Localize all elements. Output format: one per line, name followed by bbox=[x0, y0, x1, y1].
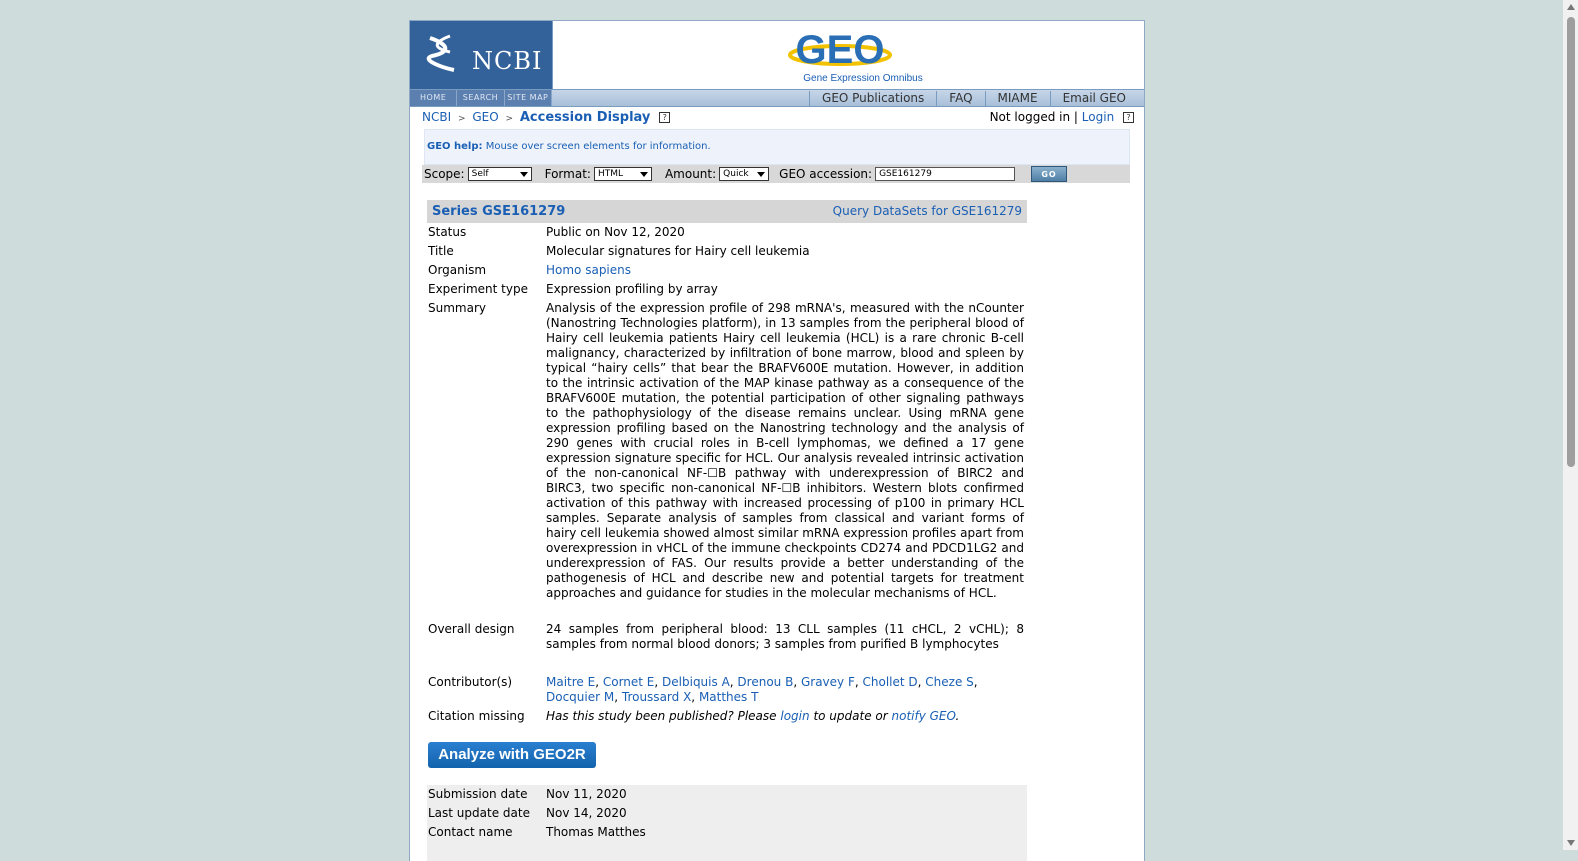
overall-design-text: 24 samples from peripheral blood: 13 CLL samples (11 cHCL, 2 vCHL); 8 samples from normal blood donors; 3 samples from purified B lymphocytes bbox=[546, 622, 1024, 651]
login-separator: | bbox=[1073, 110, 1078, 124]
contributor-separator: , bbox=[729, 675, 738, 689]
last-update-label: Last update date bbox=[428, 806, 530, 820]
contact-name-label: Contact name bbox=[428, 825, 513, 839]
summary-text: Analysis of the expression profile of 298 mRNA's, measured with the nCounter (Nanostring Technologies platform), in 13 samples from the peripheral blood of Hairy cell leukemia patients Hairy cell leukemia (HCL) is a rare chronic B-cell malignancy, characterized by infiltration of bone marrow, blood and spleen by typical “hairy cells” that bear the BRAFV600E mutation. However, in addition to the intrinsic activation of the MAP kinase pathway as a consequence of the BRAFV600E mutation, the potential participation of other signaling pathways to the pathophysiology of the disease remains unclear. Using mRNA gene expression profiling based on the Nanostring technology and the analysis of 290 genes with crucial roles in B-cell lymphomas, we defined a 17 gene expression signature specific for HCL. Our analysis revealed intrinsic activation of the non-canonical NF-☐B pathway with underexpression of BIRC2 and BIRC3, two specific non-canonical NF-☐B inhibitors. Western blots confirmed activation of this pathway with increased processing of p100 in primary HCL samples. Separate analysis of samples from classical and variant forms of hairy cell leukemia showed almost similar mRNA expression profiles apart from overexpression in vHCL of the immune checkpoints CD274 and PDCD1LG2 and underexpression of FAS. Our results provide a better understanding of the pathogenesis of HCL and describe new and potential targets for treatment approaches and guidance for studies in the molecular mechanisms of HCL. bbox=[546, 301, 1024, 600]
submission-date-label: Submission date bbox=[428, 787, 528, 801]
status-label: Status bbox=[428, 225, 467, 239]
scope-label: Scope: bbox=[424, 167, 465, 181]
contributor-separator: , bbox=[917, 675, 926, 689]
citation-login-link[interactable]: login bbox=[780, 709, 810, 723]
contributors-list bbox=[546, 675, 1024, 705]
contributor-separator: , bbox=[973, 675, 978, 689]
geo-subtitle: Gene Expression Omnibus bbox=[803, 73, 923, 84]
contributor-link[interactable]: Drenou B bbox=[737, 675, 794, 689]
geo-nav bbox=[809, 90, 1138, 106]
nav-email-geo[interactable]: Email GEO bbox=[1050, 91, 1138, 106]
summary-label: Summary bbox=[428, 301, 486, 315]
geo-banner bbox=[553, 21, 1144, 89]
breadcrumb-ncbi[interactable]: NCBI bbox=[422, 110, 452, 124]
breadcrumb bbox=[422, 110, 670, 125]
contributor-link[interactable]: Matthes T bbox=[698, 690, 759, 704]
contributor-link[interactable]: Chollet D bbox=[862, 675, 918, 689]
vertical-scrollbar[interactable] bbox=[1563, 0, 1578, 850]
top-navbar bbox=[410, 89, 1144, 107]
submission-date-value: Nov 11, 2020 bbox=[546, 787, 627, 801]
dna-helix-icon bbox=[424, 34, 460, 74]
nav-home[interactable]: HOME bbox=[410, 90, 457, 106]
scrollbar-thumb[interactable] bbox=[1567, 17, 1575, 467]
scroll-down-arrow-icon[interactable] bbox=[1567, 840, 1575, 846]
geo-help-box bbox=[424, 129, 1130, 165]
nav-site-map[interactable]: SITE MAP bbox=[505, 90, 552, 106]
geo-help-label: GEO help: bbox=[427, 141, 483, 152]
accession-label: GEO accession: bbox=[779, 167, 873, 181]
accession-input[interactable]: GSE161279 bbox=[875, 167, 1015, 181]
notify-geo-link[interactable]: notify GEO bbox=[891, 709, 956, 723]
contributor-link[interactable]: Cornet E bbox=[602, 675, 655, 689]
accession-toolbar bbox=[422, 165, 1130, 183]
ncbi-nav bbox=[410, 90, 552, 106]
breadcrumb-separator: > bbox=[505, 114, 514, 124]
title-label: Title bbox=[428, 244, 454, 258]
contributor-link[interactable]: Gravey F bbox=[800, 675, 855, 689]
organism-link[interactable]: Homo sapiens bbox=[546, 263, 632, 277]
login-area bbox=[990, 110, 1134, 124]
citation-label: Citation missing bbox=[428, 709, 525, 723]
experiment-type-label: Experiment type bbox=[428, 282, 528, 296]
contributor-separator: , bbox=[691, 690, 699, 704]
organism-label: Organism bbox=[428, 263, 487, 277]
contributor-link[interactable]: Maitre E bbox=[546, 675, 596, 689]
format-label: Format: bbox=[544, 167, 591, 181]
breadcrumb-separator: > bbox=[457, 114, 466, 124]
scope-select[interactable]: Self bbox=[468, 167, 532, 181]
series-title: Series GSE161279 bbox=[432, 204, 566, 219]
series-header bbox=[427, 200, 1027, 223]
amount-select[interactable]: Quick bbox=[719, 167, 769, 181]
ncbi-logo-text: NCBI bbox=[472, 47, 543, 75]
contributor-separator: , bbox=[793, 675, 801, 689]
analyze-geo2r-button[interactable]: Analyze with GEO2R bbox=[428, 742, 596, 768]
last-update-value: Nov 14, 2020 bbox=[546, 806, 627, 820]
title-value: Molecular signatures for Hairy cell leukemia bbox=[546, 244, 810, 258]
geo-logo[interactable] bbox=[785, 25, 895, 75]
overall-design-label: Overall design bbox=[428, 622, 515, 636]
amount-label: Amount: bbox=[664, 167, 717, 181]
contact-name-value: Thomas Matthes bbox=[546, 825, 646, 839]
contributor-link[interactable]: Docquier M bbox=[546, 690, 615, 704]
login-link[interactable]: Login bbox=[1081, 110, 1115, 124]
contributors-label: Contributor(s) bbox=[428, 675, 513, 689]
contributor-separator: , bbox=[654, 675, 663, 689]
help-icon[interactable]: ? bbox=[1123, 112, 1134, 123]
citation-prefix: Has this study been published? Please bbox=[546, 709, 777, 723]
login-status: Not logged in bbox=[989, 110, 1071, 124]
format-select[interactable]: HTML bbox=[594, 167, 652, 181]
query-datasets-link[interactable]: Query DataSets for GSE161279 bbox=[832, 204, 1022, 218]
contributor-link[interactable]: Troussard X bbox=[621, 690, 692, 704]
scroll-up-arrow-icon[interactable] bbox=[1567, 4, 1575, 10]
geo-help-message: Mouse over screen elements for information. bbox=[485, 141, 711, 152]
citation-end: . bbox=[955, 709, 960, 723]
citation-mid: to update or bbox=[813, 709, 888, 723]
contributor-link[interactable]: Cheze S bbox=[925, 675, 974, 689]
contributor-separator: , bbox=[854, 675, 863, 689]
nav-geo-publications[interactable]: GEO Publications bbox=[809, 91, 936, 106]
contributor-link[interactable]: Delbiquis A bbox=[662, 675, 730, 689]
contributor-separator: , bbox=[595, 675, 603, 689]
help-icon[interactable]: ? bbox=[659, 112, 670, 123]
nav-faq[interactable]: FAQ bbox=[936, 91, 984, 106]
contributor-separator: , bbox=[614, 690, 622, 704]
geo-help-text bbox=[427, 141, 711, 152]
experiment-type-value: Expression profiling by array bbox=[546, 282, 718, 296]
nav-search[interactable]: SEARCH bbox=[457, 90, 504, 106]
go-button[interactable]: GO bbox=[1031, 166, 1067, 182]
nav-miame[interactable]: MIAME bbox=[985, 91, 1050, 106]
ncbi-logo[interactable] bbox=[410, 21, 553, 89]
geo-logo-text: GEO bbox=[795, 28, 885, 72]
citation-text bbox=[546, 709, 1024, 724]
breadcrumb-current: Accession Display bbox=[519, 110, 651, 125]
breadcrumb-geo[interactable]: GEO bbox=[472, 110, 499, 124]
page-container bbox=[409, 20, 1145, 861]
status-value: Public on Nov 12, 2020 bbox=[546, 225, 685, 239]
